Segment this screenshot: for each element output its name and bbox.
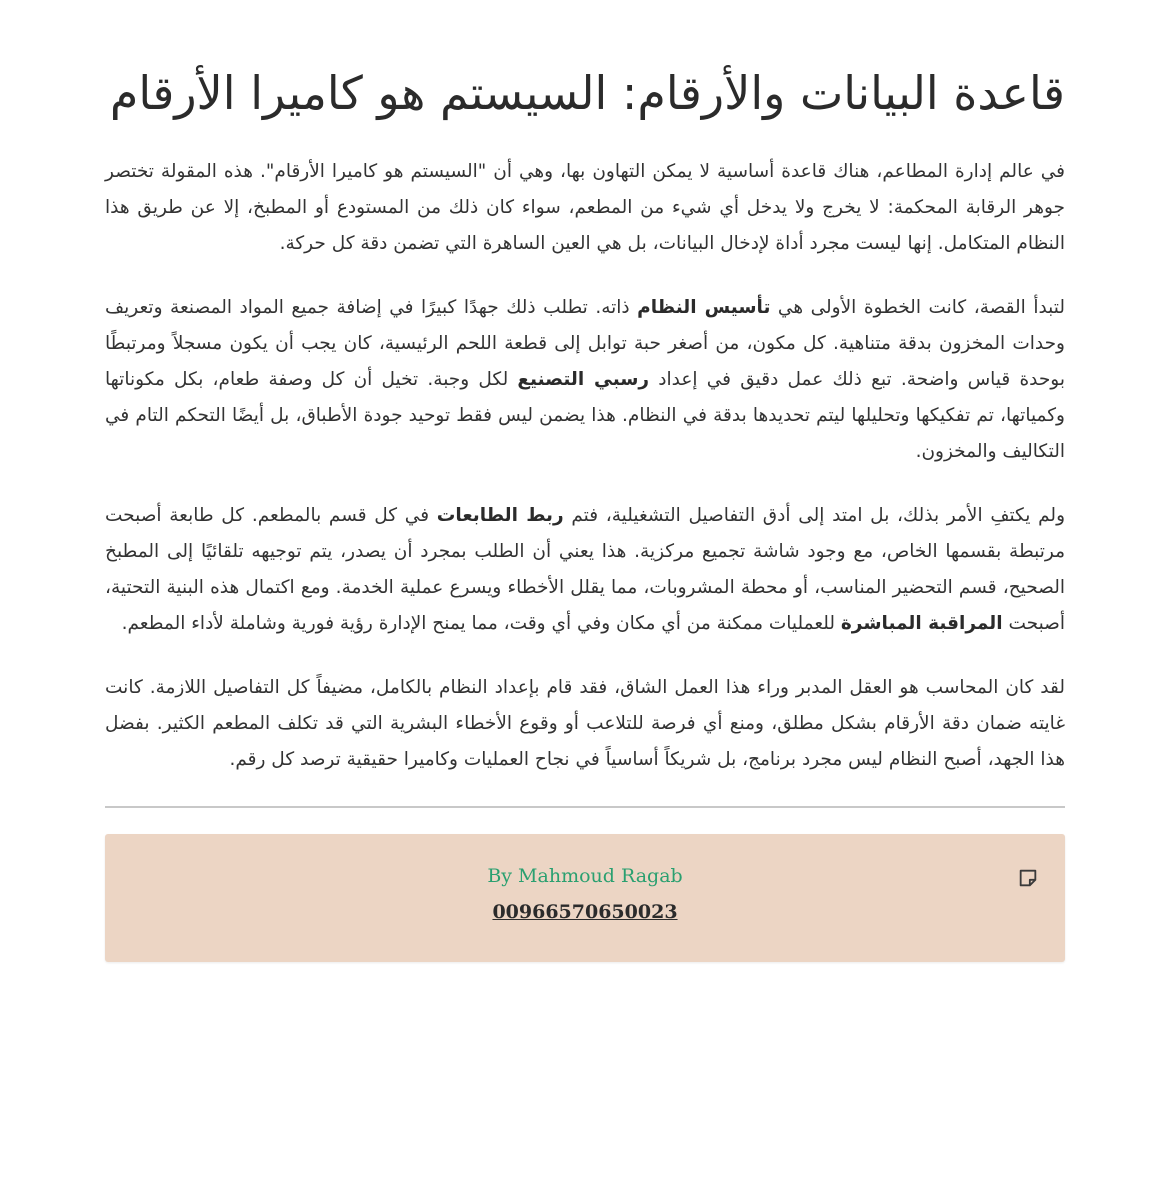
article bbox=[105, 60, 1065, 962]
bold-system-setup: تأسيس النظام bbox=[637, 297, 771, 318]
signature-card bbox=[105, 834, 1065, 962]
paragraph-system-setup bbox=[105, 290, 1065, 470]
paragraph-intro: في عالم إدارة المطاعم، هناك قاعدة أساسية لا يمكن التهاون بها، وهي أن "السيستم هو كاميرا الأرقام". هذه المقولة تختصر جوهر الرقابة المحكمة: لا يخرج ولا يدخل أي شيء من المطعم، سواء كان ذلك من المستودع أو المطبخ، إلا عن طريق هذا النظام المتكامل. إنها ليست مجرد أداة لإدخال البيانات، بل هي العين الساهرة التي تضمن دقة كل حركة. bbox=[105, 161, 1065, 254]
article-title: قاعدة البيانات والأرقام: السيستم هو كاميرا الأرقام bbox=[109, 66, 1065, 120]
divider bbox=[105, 806, 1065, 808]
bold-printers: ربط الطابعات bbox=[436, 505, 564, 526]
author-name: By Mahmoud Ragab bbox=[487, 865, 683, 887]
paragraph-text: ولم يكتفِ الأمر بذلك، بل امتد إلى أدق التفاصيل التشغيلية، فتم bbox=[563, 505, 1066, 526]
paragraph-text: للعمليات ممكنة من أي مكان وفي أي وقت، مما يمنح الإدارة رؤية فورية وشاملة لأداء المطعم. bbox=[121, 613, 841, 634]
bold-recipe: رسبي التصنيع bbox=[517, 369, 650, 390]
phone-link[interactable]: 00966570650023 bbox=[492, 901, 678, 923]
paragraph-accountant: لقد كان المحاسب هو العقل المدبر وراء هذا العمل الشاق، فقد قام بإعداد النظام بالكامل، مضيفاً كل التفاصيل اللازمة. كانت غايته ضمان دقة الأرقام بشكل مطلق، ومنع أي فرصة للتلاعب أو وقوع الأخطاء البشرية التي قد تكلف المطعم الكثير. بفضل هذا الجهد، أصبح النظام ليس مجرد برنامج، بل شريكاً أساسياً في نجاح العمليات وكاميرا حقيقية ترصد كل رقم. bbox=[105, 677, 1065, 770]
paragraph-printers bbox=[105, 498, 1065, 642]
paragraph-text: لكل وجبة. تخيل أن كل وصفة طعام، بكل مكوناتها وكمياتها، تم تفكيكها وتحليلها ليتم تحديدها بدقة في النظام. هذا يضمن ليس فقط توحيد جودة الأطباق، بل أيضًا التحكم التام في التكاليف والمخزون. bbox=[105, 369, 1065, 462]
paragraph-text: ذاته. تطلب ذلك جهدًا كبيرًا في إضافة جميع المواد المصنعة وتعريف وحدات المخزون بدقة متناهية. كل مكون، من أصغر حبة توابل إلى قطعة اللحم الرئيسية، كان يجب أن يكون مسجلاً ومرتبطًا بوحدة قياس واضحة. تبع ذلك عمل دقيق في إعداد bbox=[105, 297, 1065, 390]
paragraph-text: لتبدأ القصة، كانت الخطوة الأولى هي bbox=[770, 297, 1065, 318]
paragraph-text: في كل قسم بالمطعم. كل طابعة أصبحت مرتبطة بقسمها الخاص، مع وجود شاشة تجميع مركزية. هذا يعني أن الطلب بمجرد أن يصدر، يتم توجيهه تلقائيًا إلى المطبخ الصحيح، قسم التحضير المناسب، أو محطة المشروبات، مما يقلل الأخطاء ويسرع عملية الخدمة. ومع اكتمال هذه البنية التحتية، أصبحت bbox=[105, 505, 1065, 634]
bold-monitoring: المراقبة المباشرة bbox=[840, 613, 1003, 634]
note-icon bbox=[1017, 867, 1039, 889]
